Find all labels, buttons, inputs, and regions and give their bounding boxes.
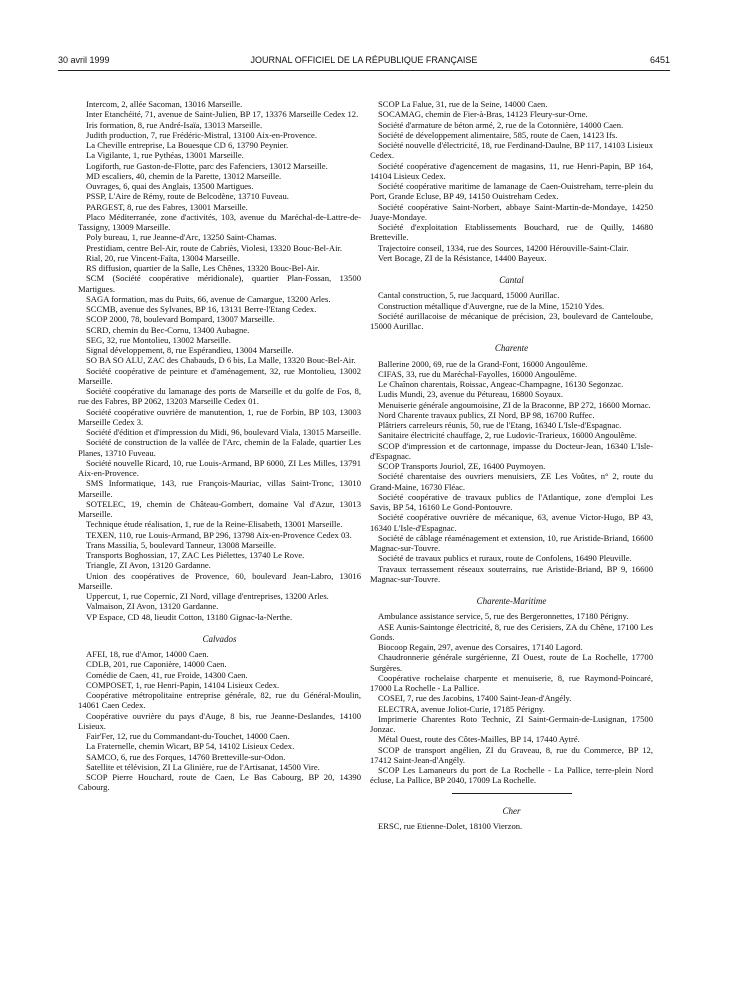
listing-entry: SCOP Les Lamaneurs du port de La Rochelle - La Pallice, terre-plein Nord écluse, La Pallice, BP 2040, 17009 La Rochelle. bbox=[370, 765, 653, 786]
issue-date: 30 avril 1999 bbox=[58, 55, 110, 65]
listing-entry: AFEI, 18, rue d'Amor, 14000 Caen. bbox=[86, 649, 209, 659]
listing-entry: PSSP, L'Aire de Rémy, route de Belcodène, 13710 Fuveau. bbox=[86, 191, 289, 202]
listing-entry: Coopérative métropolitaine entreprise générale, 82, rue du Général-Moulin, 14061 Caen Cedex. bbox=[78, 690, 361, 711]
listing-entry: SO BA SO ALU, ZAC des Chabauds, D 6 bis, La Malle, 13320 Bouc-Bel-Air. bbox=[86, 355, 356, 366]
listing-entry: Logiforth, rue Gaston-de-Flotte, parc des Fafenciers, 13012 Marseille. bbox=[86, 160, 328, 171]
section-heading-calvados: Calvados bbox=[202, 633, 237, 644]
listing-entry: Satellite et télévision, ZI La Glinière, rue de l'Artisanat, 14500 Vire. bbox=[86, 761, 320, 772]
listing-entry: Société coopérative ouvrière de manutention, 1, rue de Forbin, BP 103, 13003 Marseille Cedex 3. bbox=[78, 406, 361, 427]
listing-entry: Judith production, 7, rue Frédéric-Mistral, 13100 Aix-en-Provence. bbox=[86, 129, 318, 140]
listing-entry: SCOP 2000, 78, boulevard Bompard, 13007 Marseille. bbox=[86, 314, 275, 325]
listing-entry: Technique étude réalisation, 1, rue de la Reine-Elisabeth, 13001 Marseille. bbox=[86, 519, 343, 530]
listing-entry: Société de câblage réaménagement et extension, 10, rue Aristide-Briand, 16600 Magnac-sur-Touvre. bbox=[370, 532, 653, 553]
section-separator bbox=[452, 793, 572, 794]
listing-entry: SOTELEC, 19, chemin de Château-Gombert, domaine Val d'Azur, 13013 Marseille. bbox=[78, 498, 361, 519]
listing-entry: VP Espace, CD 48, lieudit Cotton, 13180 Gignac-la-Nerthe. bbox=[86, 611, 293, 622]
listing-entry: Trajectoire conseil, 1334, rue des Sources, 14200 Hérouville-Saint-Clair. bbox=[378, 242, 629, 253]
listing-entry: Triangle, ZI Avon, 13120 Gardanne. bbox=[86, 560, 211, 571]
listing-entry: Transports Boghossian, 17, ZAC Les Piélettes, 13740 Le Rove. bbox=[86, 550, 305, 560]
listing-entry: ASE Aunis-Saintonge électricité, 8, rue des Cerisiers, ZA du Chêne, 17100 Les Gonds. bbox=[370, 621, 653, 642]
listing-entry: Société coopérative de peinture et d'aménagement, 32, rue Montolieu, 13002 Marseille. bbox=[78, 365, 361, 386]
listing-entry: Imprimerie Charentes Roto Technic, ZI Saint-Germain-de-Lusignan, 17500 Jonzac. bbox=[370, 713, 653, 734]
listing-entry: Trans Massilia, 5, boulevard Tanneur, 13008 Marseille. bbox=[86, 539, 276, 550]
listing-entry: Ballerine 2000, 69, rue de la Grand-Font, 16000 Angoulême. bbox=[378, 358, 588, 369]
listing-entry: COMPOSET, 1, rue Henri-Papin, 14104 Lisieux Cedex. bbox=[86, 679, 280, 690]
right-column bbox=[370, 99, 653, 831]
listing-entry: SMS Informatique, 143, rue François-Mauriac, villas Saint-Tronc, 13010 Marseille. bbox=[78, 478, 361, 499]
listing-entry: Inter Etanchéité, 71, avenue de Saint-Julien, BP 17, 13376 Marseille Cedex 12. bbox=[86, 109, 359, 120]
listing-entry: SCCMB, avenue des Sylvanes, BP 16, 13131 Berre-l'Etang Cedex. bbox=[86, 304, 317, 314]
listing-entry: Plâtriers carreleurs réunis, 50, rue de l'Etang, 16340 L'Isle-d'Espagnac. bbox=[378, 420, 622, 430]
entries-bouches-du-rhone bbox=[78, 99, 361, 622]
listing-entry: Poly bureau, 1, rue Jeanne-d'Arc, 13250 Saint-Chamas. bbox=[86, 232, 277, 243]
listing-entry: SAMCO, 6, rue des Forques, 14760 Bretteville-sur-Odon. bbox=[86, 751, 286, 762]
section-heading-charente-maritime: Charente-Maritime bbox=[476, 596, 547, 606]
listing-entry: SCM (Société coopérative méridionale), quartier Plan-Fossan, 13500 Martigues. bbox=[78, 273, 361, 294]
section-heading-cantal: Cantal bbox=[499, 275, 524, 285]
listing-entry: Construction métallique d'Auvergne, rue de la Mine, 15210 Ydes. bbox=[378, 300, 605, 311]
listing-entry: La Vigilante, 1, rue Pythéas, 13001 Marseille. bbox=[86, 150, 244, 161]
listing-entry: La Cheville entreprise, La Bouesque CD 6, 13790 Peynier. bbox=[86, 140, 289, 150]
listing-entry: SEG, 32, rue Montolieu, 13002 Marseille. bbox=[86, 334, 231, 345]
listing-entry: PARGEST, 8, rue des Fabres, 13001 Marseille. bbox=[86, 201, 248, 212]
listing-entry: Société de construction de la vallée de l'Arc, chemin de la Falade, quartier Les Planes, 13710 Fuveau. bbox=[78, 437, 361, 458]
listing-entry: Coopérative rochelaise charpente et menuiserie, 8, rue Raymond-Poincaré, 17000 La Rochelle - La Pallice. bbox=[370, 672, 653, 693]
section-heading-cher: Cher bbox=[502, 805, 521, 816]
section-heading-charente: Charente bbox=[494, 343, 529, 354]
listing-entry: Fair'Fer, 12, rue du Commandant-du-Touchet, 14000 Caen. bbox=[86, 731, 290, 741]
listing-entry: SCRD, chemin du Bec-Cornu, 13400 Aubagne. bbox=[86, 324, 250, 335]
listing-entry: CDLB, 201, rue Caponière, 14000 Caen. bbox=[86, 659, 227, 670]
listing-entry: Société d'armature de béton armé, 2, rue de la Cotonnière, 14000 Caen. bbox=[378, 119, 624, 130]
entries-charente bbox=[370, 359, 653, 585]
listing-entry: Société coopérative ouvrière de mécanique, 63, avenue Victor-Hugo, BP 43, 16340 L'Isle-d'Espagnac. bbox=[370, 512, 653, 533]
listing-entry: Ludis Mundi, 23, avenue du Pétureau, 16800 Soyaux. bbox=[378, 389, 563, 400]
listing-entry: Société coopérative du lamanage des ports de Marseille et du golfe de Fos, 8, rue des Fabres, BP 2062, 13203 Marseille Cedex 01. bbox=[78, 386, 361, 407]
listing-entry: Ambulance assistance service, 5, rue des Bergeronnettes, 17180 Périgny. bbox=[378, 611, 629, 622]
header-rule bbox=[58, 70, 670, 71]
listing-entry: Métal Ouest, route des Côtes-Mailles, BP 14, 17440 Aytré. bbox=[378, 734, 580, 745]
listing-entry: Nord Charente travaux publics, ZI Nord, BP 98, 16700 Ruffec. bbox=[378, 409, 595, 420]
listing-entry: Vert Bocage, ZI de la Résistance, 14400 Bayeux. bbox=[378, 252, 547, 263]
listing-entry: Rial, 20, rue Vincent-Faïta, 13004 Marseille. bbox=[86, 252, 240, 263]
listing-entry: SOCAMAG, chemin de Fier-à-Bras, 14123 Fleury-sur-Orne. bbox=[378, 109, 588, 120]
listing-entry: Menuiserie générale angoumoisine, ZI de la Braconne, BP 272, 16600 Mornac. bbox=[378, 399, 651, 410]
listing-entry: Comédie de Caen, 41, rue Froide, 14300 Caen. bbox=[86, 669, 248, 680]
listing-entry: Société charentaise des ouvriers menuisiers, ZE Les Voûtes, n° 2, route du Grand-Maine, 16730 Fléac. bbox=[370, 471, 653, 492]
listing-entry: Chaudronnerie générale surgérienne, ZI Ouest, route de La Rochelle, 17700 Surgères. bbox=[370, 652, 653, 673]
listing-entry: Société d'exploitation Etablissements Bouchard, rue de Quilly, 14680 Bretteville. bbox=[370, 222, 653, 243]
listing-entry: Société coopérative maritime de lamanage de Caen-Ouistreham, terre-plein du Port, Grande Ecluse, BP 49, 14150 Ouistreham Cedex. bbox=[370, 181, 653, 202]
listing-entry: Société nouvelle d'électricité, 18, rue Ferdinand-Daulne, BP 117, 14103 Lisieux Cedex. bbox=[370, 140, 653, 161]
listing-entry: Biocoop Regain, 297, avenue des Corsaires, 17140 Lagord. bbox=[378, 642, 583, 652]
listing-entry: TEXEN, 110, rue Louis-Armand, BP 296, 13798 Aix-en-Provence Cedex 03. bbox=[86, 529, 352, 540]
listing-entry: RS diffusion, quartier de la Salle, Les Chênes, 13320 Bouc-Bel-Air. bbox=[86, 263, 320, 273]
listing-entry: CIFAS, 33, rue du Maréchal-Fayolles, 16000 Angoulême. bbox=[378, 368, 577, 379]
entries-calvados bbox=[78, 649, 361, 793]
listing-entry: SCOP d'impression et de cartonnage, impasse du Docteur-Jean, 16340 L'Isle-d'Espagnac. bbox=[370, 440, 653, 461]
listing-entry: SCOP La Falue, 31, rue de la Seine, 14000 Caen. bbox=[378, 99, 548, 109]
listing-entry: Placo Méditerranée, zone d'activités, 103, avenue du Maréchal-de-Lattre-de-Tassigny, 13009 Marseille. bbox=[78, 211, 361, 232]
listing-entry: Signal développement, 8, rue Espérandieu, 13004 Marseille. bbox=[86, 345, 294, 355]
listing-entry: Société de travaux publics et ruraux, route de Confolens, 16490 Pleuville. bbox=[378, 553, 632, 564]
listing-entry: Union des coopératives de Provence, 60, boulevard Jean-Labro, 13016 Marseille. bbox=[78, 570, 361, 591]
left-column bbox=[78, 99, 361, 793]
listing-entry: Coopérative ouvrière du pays d'Auge, 8 bis, rue Jeanne-Deslandes, 14100 Lisieux. bbox=[78, 710, 361, 731]
listing-entry: ERSC, rue Etienne-Dolet, 18100 Vierzon. bbox=[378, 820, 523, 831]
listing-entry: Société coopérative d'agencement de magasins, 11, rue Henri-Papin, BP 164, 14104 Lisieux Cedex. bbox=[370, 160, 653, 181]
listing-entry: SCOP Pierre Houchard, route de Caen, Le Bas Cabourg, BP 20, 14390 Cabourg. bbox=[78, 772, 361, 793]
entries-calvados-continued bbox=[370, 99, 653, 263]
listing-entry: Travaux terrassement réseaux souterrains, rue Aristide-Briand, BP 9, 16600 Magnac-sur-Touvre. bbox=[370, 563, 653, 584]
listing-entry: Ouvrages, 6, quai des Anglais, 13500 Martigues. bbox=[86, 181, 254, 191]
page-number: 6451 bbox=[649, 55, 670, 65]
listing-entry: Uppercut, 1, rue Copernic, ZI Nord, village d'entreprises, 13200 Arles. bbox=[86, 591, 329, 601]
listing-entry: Valmaison, ZI Avon, 13120 Gardanne. bbox=[86, 601, 219, 612]
journal-title: JOURNAL OFFICIEL DE LA RÉPUBLIQUE FRANÇAISE bbox=[250, 55, 478, 65]
listing-entry: Sanitaire électricité chauffage, 2, rue Ludovic-Trarieux, 16000 Angoulême. bbox=[378, 430, 637, 441]
listing-entry: Société d'édition et d'impression du Midi, 96, boulevard Viala, 13015 Marseille. bbox=[86, 427, 361, 437]
page-header bbox=[58, 55, 670, 69]
listing-entry: Société aurillacoise de mécanique de précision, 23, boulevard de Canteloube, 15000 Aurillac. bbox=[370, 310, 653, 331]
listing-entry: Société de développement alimentaire, 585, route de Caen, 14123 Ifs. bbox=[378, 129, 618, 140]
listing-entry: Intercom, 2, allée Sacoman, 13016 Marseille. bbox=[86, 99, 243, 109]
entries-cher bbox=[370, 821, 653, 831]
listing-entry: SCOP Transports Jouriol, ZE, 16400 Puymoyen. bbox=[378, 461, 546, 471]
listing-entry: Iris formation, 8, rue André-Isaïa, 13013 Marseille. bbox=[86, 119, 263, 130]
entries-charente-maritime bbox=[370, 611, 653, 785]
listing-entry: MD escaliers, 40, chemin de la Parette, 13012 Marseille. bbox=[86, 170, 282, 181]
listing-entry: Prestidiam, centre Bel-Air, route de Cabriès, Violesi, 13320 Bouc-Bel-Air. bbox=[86, 242, 343, 253]
listing-entry: SCOP de transport angélien, ZI du Graveau, 8, rue du Commerce, BP 12, 17412 Saint-Jean-d'Angély. bbox=[370, 744, 653, 765]
listing-entry: Société coopérative Saint-Norbert, abbaye Saint-Martin-de-Mondaye, 14250 Juaye-Mondaye. bbox=[370, 201, 653, 222]
listing-entry: Société nouvelle Ricard, 10, rue Louis-Armand, BP 6000, ZI Les Milles, 13791 Aix-en-Provence. bbox=[78, 457, 361, 478]
listing-entry: COSEI, 7, rue des Jacobins, 17400 Saint-Jean-d'Angély. bbox=[378, 693, 572, 704]
listing-entry: La Fraternelle, chemin Wicart, BP 54, 14102 Lisieux Cedex. bbox=[86, 741, 295, 752]
listing-entry: Société coopérative de travaux publics de l'Atlantique, zone d'emploi Les Savis, BP 54, 16160 Le Gond-Pontouvre. bbox=[370, 491, 653, 512]
entries-cantal bbox=[370, 290, 653, 331]
listing-entry: Cantal construction, 5, rue Jacquard, 15000 Aurillac. bbox=[378, 290, 560, 301]
listing-entry: SAGA formation, mas du Puits, 66, avenue de Camargue, 13200 Arles. bbox=[86, 293, 331, 304]
listing-entry: ELECTRA, avenue Joliot-Curie, 17185 Périgny. bbox=[378, 703, 545, 714]
listing-entry: Le Chaînon charentais, Roissac, Angeac-Champagne, 16130 Segonzac. bbox=[378, 379, 624, 389]
